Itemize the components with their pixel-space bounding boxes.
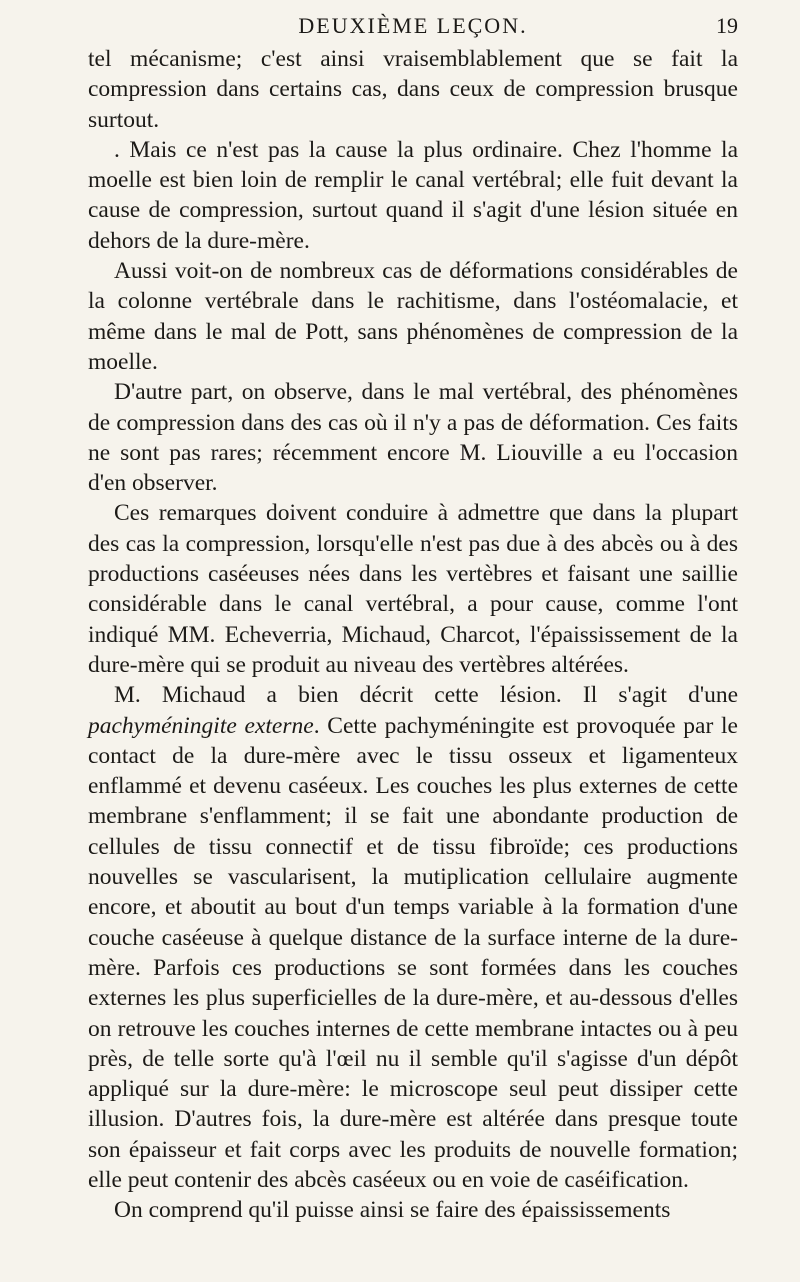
page-number: 19 (716, 13, 738, 38)
paragraph-continuation: tel mécanisme; c'est ainsi vraisemblablement que se fait la compression dans certains cas, dans ceux de compression brusque surtout. (88, 46, 738, 133)
paragraph: Ces remarques doivent conduire à admettre que dans la plupart des cas la compression, lorsqu'elle n'est pas due à des abcès ou à des productions caséeuses nées dans les vertèbres et faisant une saillie considérable dans le canal vertébral, a pour cause, comme l'ont indiqué MM. Echeverria, Michaud, Charcot, l'épaississement de la dure-mère qui se produit au niveau des vertèbres altérées. (88, 500, 738, 678)
paragraph-text: . Cette pachyméningite est provoquée par le contact de la dure-mère avec le tissu osseux et ligamenteux enflammé et devenu caséeux. Les couches les plus externes de cette membrane s'enflamment; il se fait une abondante production de cellules de tissu connectif et de tissu fibroïde; ces productions nouvelles se vascularisent, la mutiplication cellulaire augmente encore, et aboutit au bout d'un temps variable à la formation d'une couche caséeuse à quelque distance de la surface interne de la dure-mère. Parfois ces productions se sont formées dans les couches externes les plus superficielles de la dure-mère, et au-dessous d'elles on retrouve les couches internes de cette membrane intactes ou à peu près, de telle sorte qu'à l'œil nu il semble qu'il s'agisse d'un dépôt appliqué sur la dure-mère: le microscope seul peut dissiper cette illusion. D'autres fois, la dure-mère est altérée dans presque toute son épaisseur et fait corps avec les produits de nouvelle formation; elle peut contenir des abcès caséeux ou en voie de caséification. (88, 712, 738, 1193)
running-title: DEUXIÈME LEÇON. (298, 13, 528, 38)
paragraph: . Mais ce n'est pas la cause la plus ordinaire. Chez l'homme la moelle est bien loin de remplir le canal vertébral; elle fuit devant la cause de compression, surtout quand il s'agit d'une lésion située en dehors de la dure-mère. (88, 136, 738, 254)
body-text (88, 44, 738, 1226)
paragraph: Aussi voit-on de nombreux cas de déformations considérables de la colonne vertébrale dans le rachitisme, dans l'ostéomalacie, et même dans le mal de Pott, sans phénomènes de compression de la moelle. (88, 258, 738, 375)
running-header (88, 8, 738, 44)
italic-term: pachyméningite externe (88, 712, 314, 739)
paragraph: D'autre part, on observe, dans le mal vertébral, des phénomènes de compression dans des cas où il n'y a pas de déformation. Ces faits ne sont pas rares; récemment encore M. Liouville a eu l'occasion d'en observer. (88, 379, 738, 497)
paragraph-michaud (88, 680, 738, 1195)
paragraph: On comprend qu'il puisse ainsi se faire des épaississements (114, 1197, 671, 1224)
paragraph-text: M. Michaud a bien décrit cette lésion. Il s'agit d'une (114, 682, 738, 709)
